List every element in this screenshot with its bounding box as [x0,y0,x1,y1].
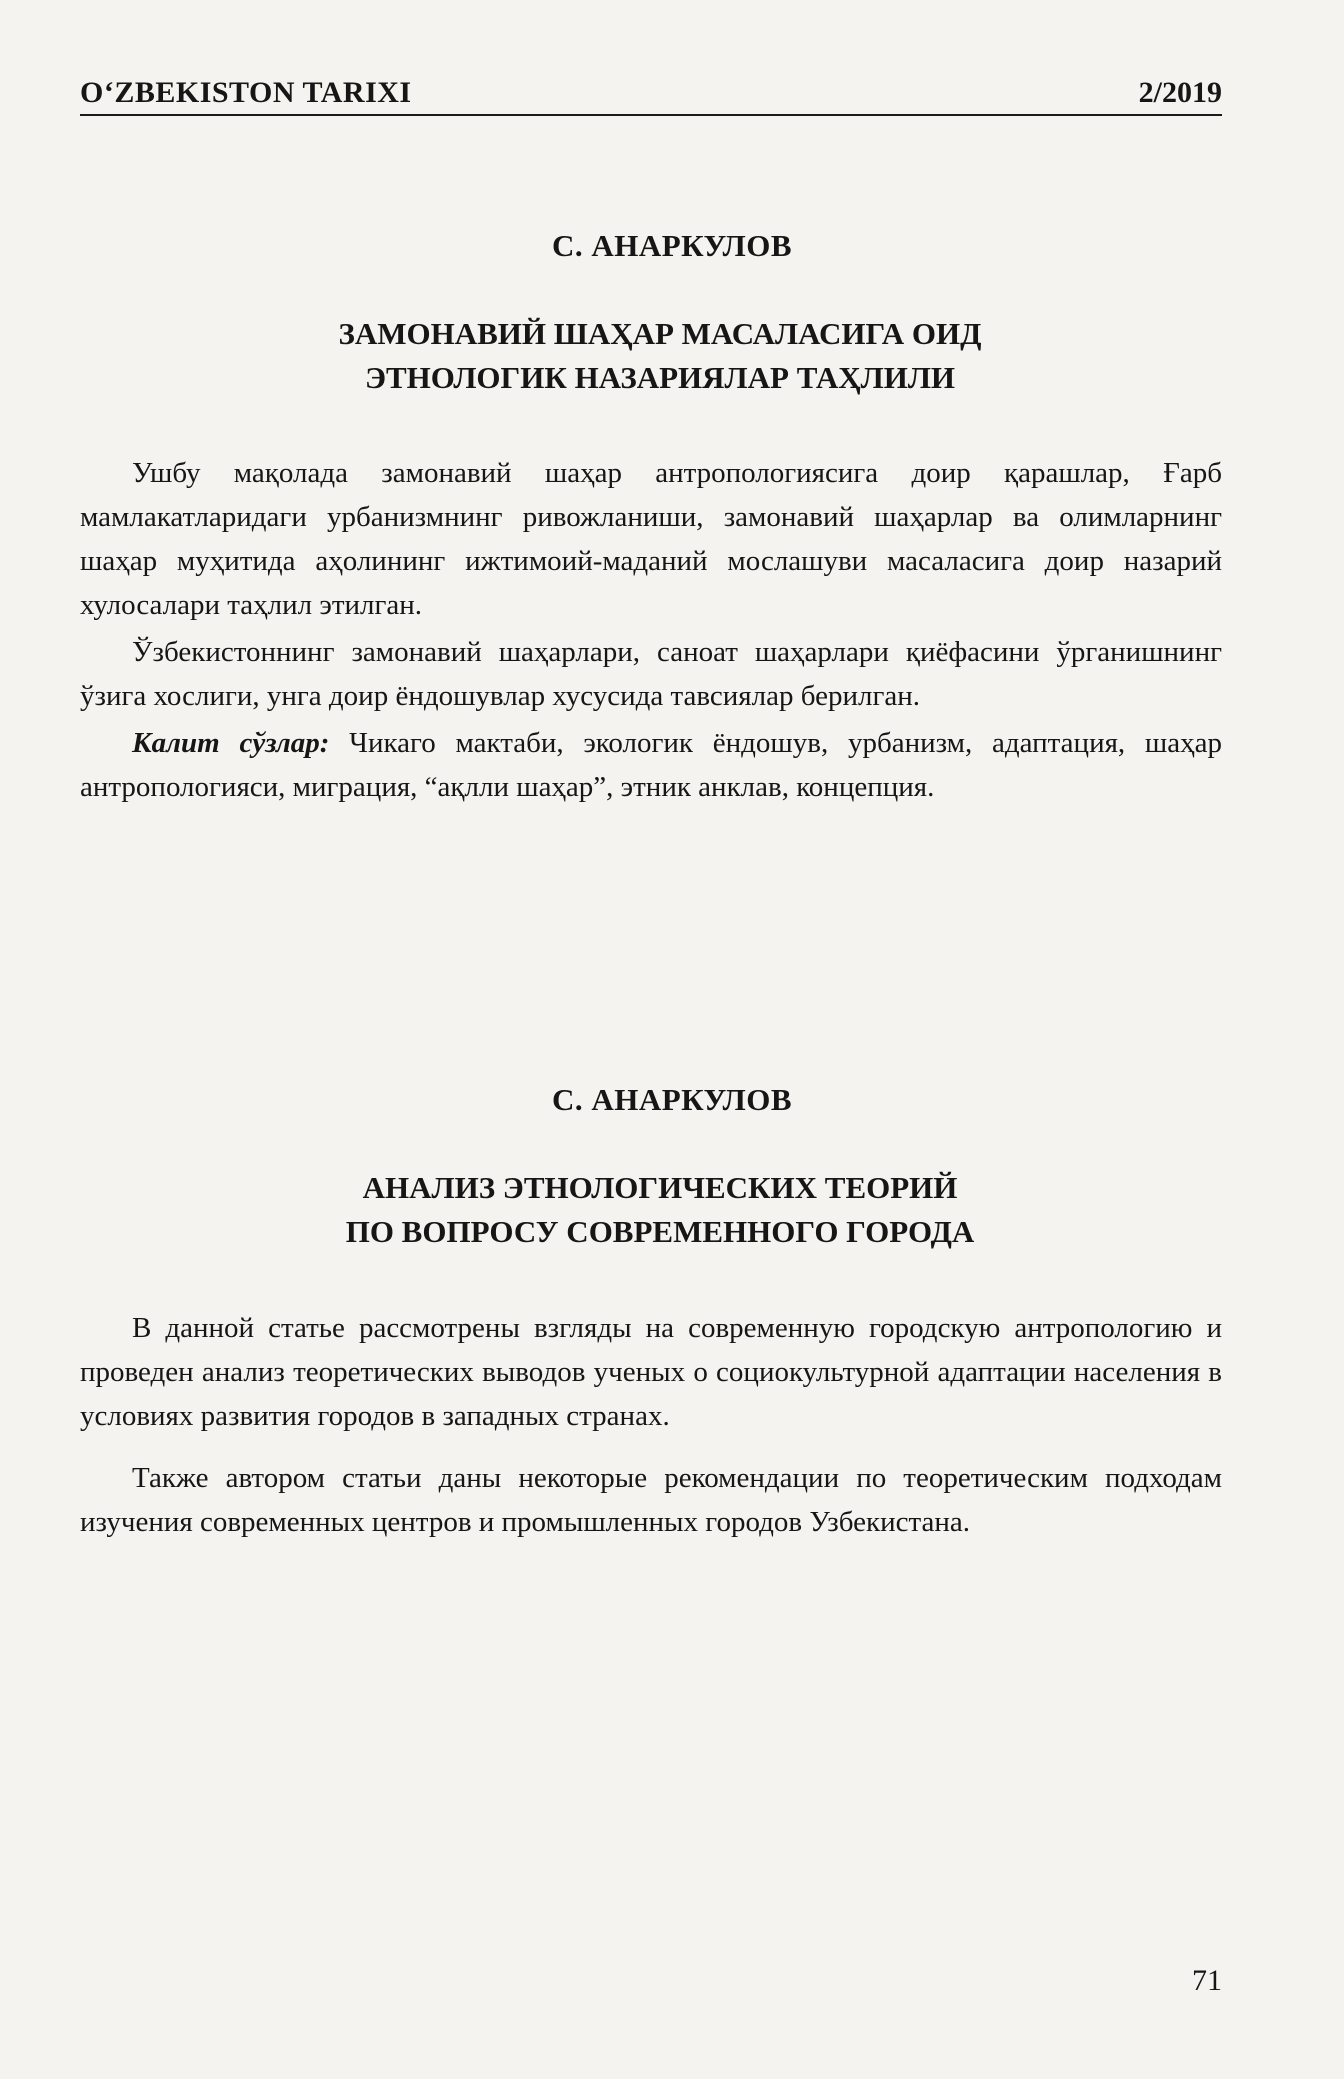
title-russian [0,1166,1320,1254]
author-uzbek: С. АНАРКУЛОВ [551,228,793,263]
page-number: 71 [1192,1964,1222,1997]
abstract-russian [80,1306,1222,1547]
keywords-text: Чикаго мактаби, экологик ёндошув, урбанизм, адаптация, шаҳар антропологияси, миграция, “ақлли шаҳар”, этник анклав, концепция. [80,727,1223,803]
abstract-uzbek-paragraph-1: Ушбу мақолада замонавий шаҳар антропологиясига доир қарашлар, Ғарб мамлакатларидаги урбанизмнинг ривожланиши, замонавий шаҳарлар ва олимларнинг шаҳар муҳитида аҳолининг ижтимоий-маданий мослашуви масаласига доир назарий хулосалари таҳлил этилган. [80,457,1222,621]
title-uzbek-line-1: ЗАМОНАВИЙ ШАҲАР МАСАЛАСИГА ОИД [338,316,982,351]
title-russian-line-2: ПО ВОПРОСУ СОВРЕМЕННОГО ГОРОДА [345,1214,975,1249]
title-uzbek [0,312,1320,400]
keywords-paragraph [80,721,1222,809]
abstract-uzbek [80,451,1222,812]
title-russian-line-1: АНАЛИЗ ЭТНОЛОГИЧЕСКИХ ТЕОРИЙ [362,1170,958,1205]
issue-number: 2/2019 [1138,76,1222,109]
abstract-russian-paragraph-1: В данной статье рассмотрены взгляды на современную городскую антропологию и проведен анализ теоретических выводов ученых о социокультурной адаптации населения в условиях развития городов в западных странах. [80,1312,1222,1432]
author-russian: С. АНАРКУЛОВ [551,1082,793,1117]
title-uzbek-line-2: ЭТНОЛОГИК НАЗАРИЯЛАР ТАҲЛИЛИ [364,360,956,395]
running-header [80,70,1222,116]
journal-name: O‘ZBEKISTON TARIXI [80,76,412,109]
abstract-russian-paragraph-2: Также автором статьи даны некоторые рекомендации по теоретическим подходам изучения современных центров и промышленных городов Узбекистана. [80,1462,1222,1538]
abstract-uzbek-paragraph-2: Ўзбекистоннинг замонавий шаҳарлари, саноат шаҳарлари қиёфасини ўрганишнинг ўзига хослиги, унга доир ёндошувлар хусусида тавсиялар берилган. [80,636,1222,712]
keywords-label: Калит сўзлар: [132,727,330,759]
